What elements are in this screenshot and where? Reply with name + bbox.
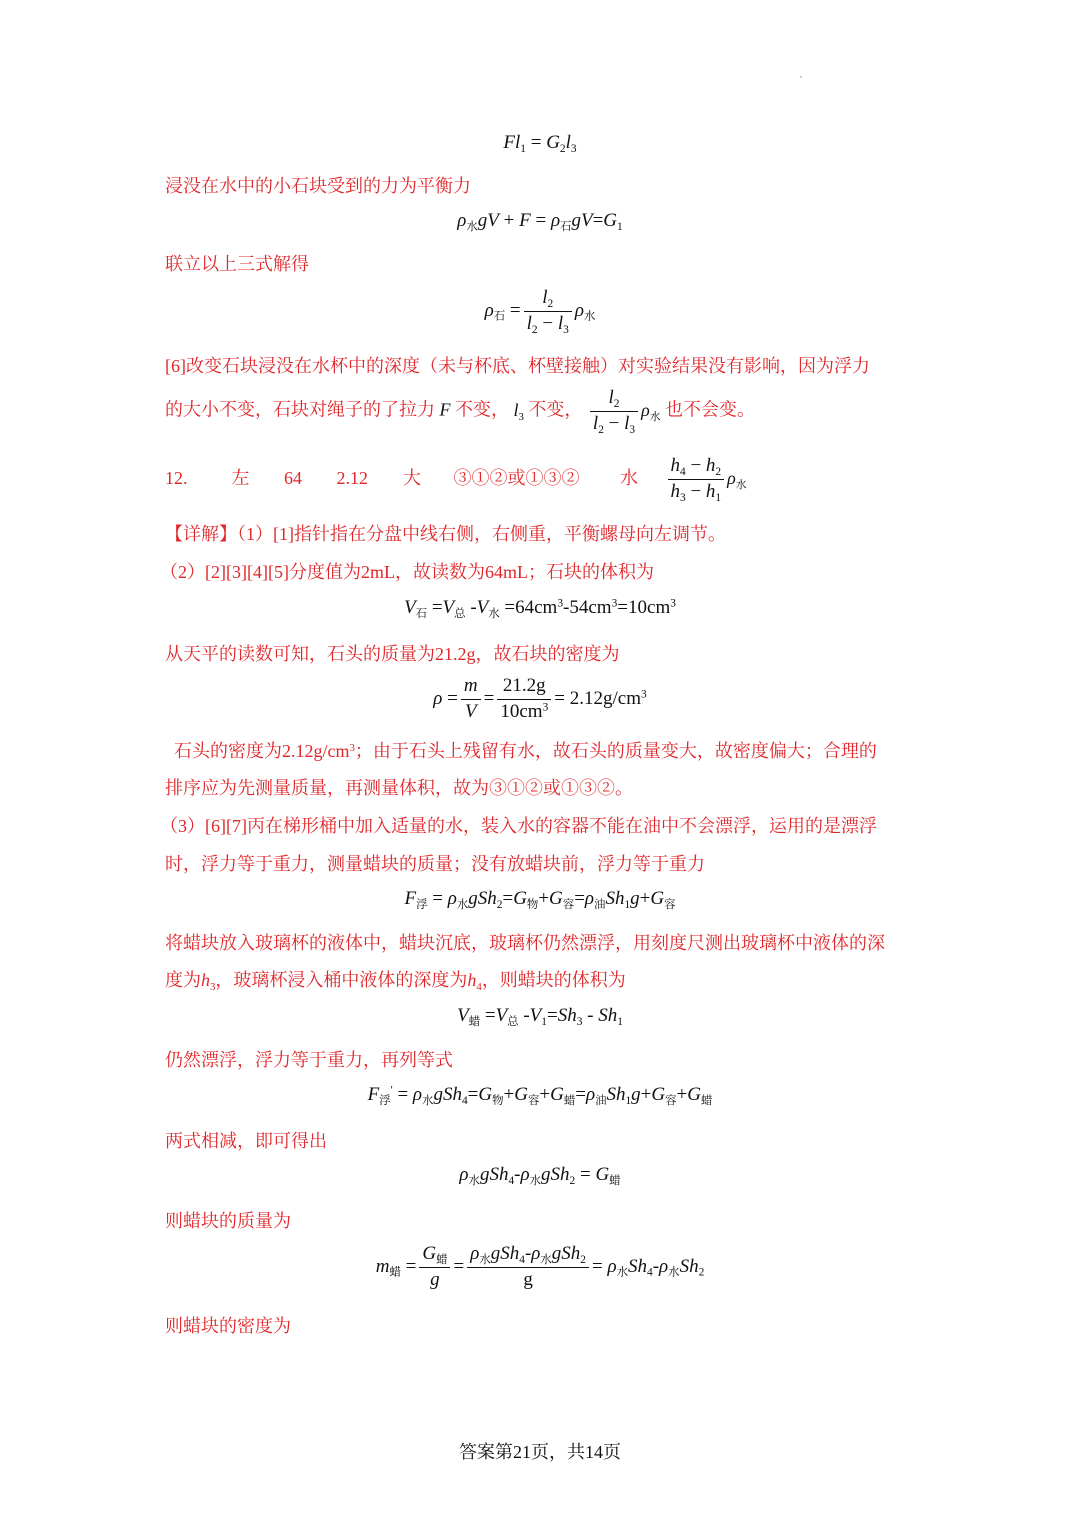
- equation-wax-mass: $m_蜡$ = $\frac{G_蜡}{g}$ = $\frac{\rho_水gSh_4-\rho_水gSh_2}{g}$ = $\rho_水Sh_4-\rho_水Sh_2$: [375, 1243, 705, 1290]
- text-segment: 也不会变。: [665, 399, 756, 420]
- text-note-6: [6]改变石块浸没在水杯中的深度（未与杯底、杯壁接触）对实验结果没有影响，因为浮力: [165, 356, 870, 376]
- text-segment: 的大小不变，石块对绳子的了拉力: [165, 399, 435, 420]
- text-wax-density: 则蜡块的密度为: [165, 1316, 291, 1336]
- text-wax-mass: 则蜡块的质量为: [165, 1211, 291, 1231]
- text-segment: ，则蜡块的体积为: [481, 970, 626, 990]
- text-subtract: 两式相减，即可得出: [165, 1131, 327, 1151]
- equation-density-stone: $\rho_石$ = $\frac{l_2}{l_2 - l_3}$ $\rho_水$: [484, 287, 596, 336]
- text-mass-read: 从天平的读数可知，石头的质量为21.2g，故石块的密度为: [165, 644, 620, 664]
- answer-item: 水: [620, 467, 638, 488]
- equation-float-1: $F_浮 = \rho_水gSh_2=G_物+G_容=\rho_油Sh_1g+G_容$: [404, 888, 676, 911]
- answer-item: 2.12: [336, 467, 368, 488]
- answer-item: 64: [284, 467, 302, 488]
- text-segment: 不变，: [528, 399, 583, 420]
- text-detail-3: （3）[6][7]丙在梯形桶中加入适量的水，装入水的容器不能在油中不会漂浮，运用的是漂浮: [160, 816, 877, 836]
- text-detail-1: 【详解】（1）[1]指针指在分盘中线右侧，右侧重，平衡螺母向左调节。: [165, 524, 726, 544]
- answer-item: 左: [231, 467, 250, 488]
- answer-item: 大: [403, 467, 421, 488]
- text-order: 排序应为先测量质量，再测量体积，故为③①②或①③②。: [165, 778, 633, 798]
- equation-difference: $\rho_水gSh_4-\rho_水gSh_2 = G_蜡$: [459, 1164, 621, 1187]
- text-solve-three: 联立以上三式解得: [165, 254, 309, 274]
- answer-12-row: 12. 左 64 2.12 大 ③①②或①③② 水 $\frac{h_4 - h_2}{h_3 - h_1}$ $\rho_水$: [165, 455, 747, 504]
- text-segment: ，玻璃杯浸入桶中液体的深度为: [215, 970, 468, 990]
- equation-buoyancy-balance: $\rho_水gV + F = \rho_石gV=G_1$: [457, 210, 623, 233]
- text-density-result: 石头的密度为$2.12g/cm^3$；由于石头上残留有水，故石头的质量变大，故密度偏大；合理的: [174, 741, 877, 761]
- text-segment: 不变，: [455, 399, 509, 420]
- text-segment: 石头的密度为2.12g/cm: [174, 741, 350, 761]
- equation-volume-stone: $V_石 =V_总$ $-V_水 =64cm^3-54cm^3=10cm^3$: [404, 597, 676, 620]
- page-footer: 答案第21页，共14页: [459, 1442, 621, 1462]
- text-detail-2: （2）[2][3][4][5]分度值为2mL，故读数为64mL；石块的体积为: [160, 562, 654, 582]
- text-balance-force: 浸没在水中的小石块受到的力为平衡力: [165, 176, 471, 196]
- text-note-6-cont: 的大小不变，石块对绳子的了拉力 F 不变， $l_3$ 不变， $\frac{l_2}{l_2 - l_3}$ $\rho_水$ 也不会变。: [165, 387, 756, 436]
- equation-density-calc: ρ = $\frac{m}{V}$ = $\frac{21.2g}{10cm^3}$ = $2.12g/cm^3$: [433, 675, 647, 722]
- text-segment: 度为: [165, 970, 201, 990]
- text-float-weight: 时，浮力等于重力，测量蜡块的质量；没有放蜡块前，浮力等于重力: [165, 854, 705, 874]
- text-wax-sink: 将蜡块放入玻璃杯的液体中，蜡块沉底，玻璃杯仍然漂浮，用刻度尺测出玻璃杯中液体的深: [165, 933, 885, 953]
- equation-float-2: $F_浮' = \rho_水gSh_4=G_物+G_容+G_蜡=\rho_油Sh_1g+G_容+G_蜡$: [367, 1084, 713, 1107]
- answer-item: ③①②或①③②: [453, 467, 580, 488]
- text-still-float: 仍然漂浮，浮力等于重力，再列等式: [165, 1050, 453, 1070]
- scan-speck: [800, 76, 802, 78]
- text-depth: 度为$h_3$，玻璃杯浸入桶中液体的深度为$h_4$，则蜡块的体积为: [165, 970, 626, 993]
- text-segment: ；由于石头上残留有水，故石头的质量变大，故密度偏大；合理的: [354, 741, 877, 761]
- equation-lever: $Fl_1 = G_2l_3$: [503, 132, 577, 155]
- question-number: 12.: [165, 467, 188, 488]
- equation-wax-volume: $V_蜡 =V_总$ $-V_1=Sh_3 - Sh_1$: [457, 1005, 623, 1028]
